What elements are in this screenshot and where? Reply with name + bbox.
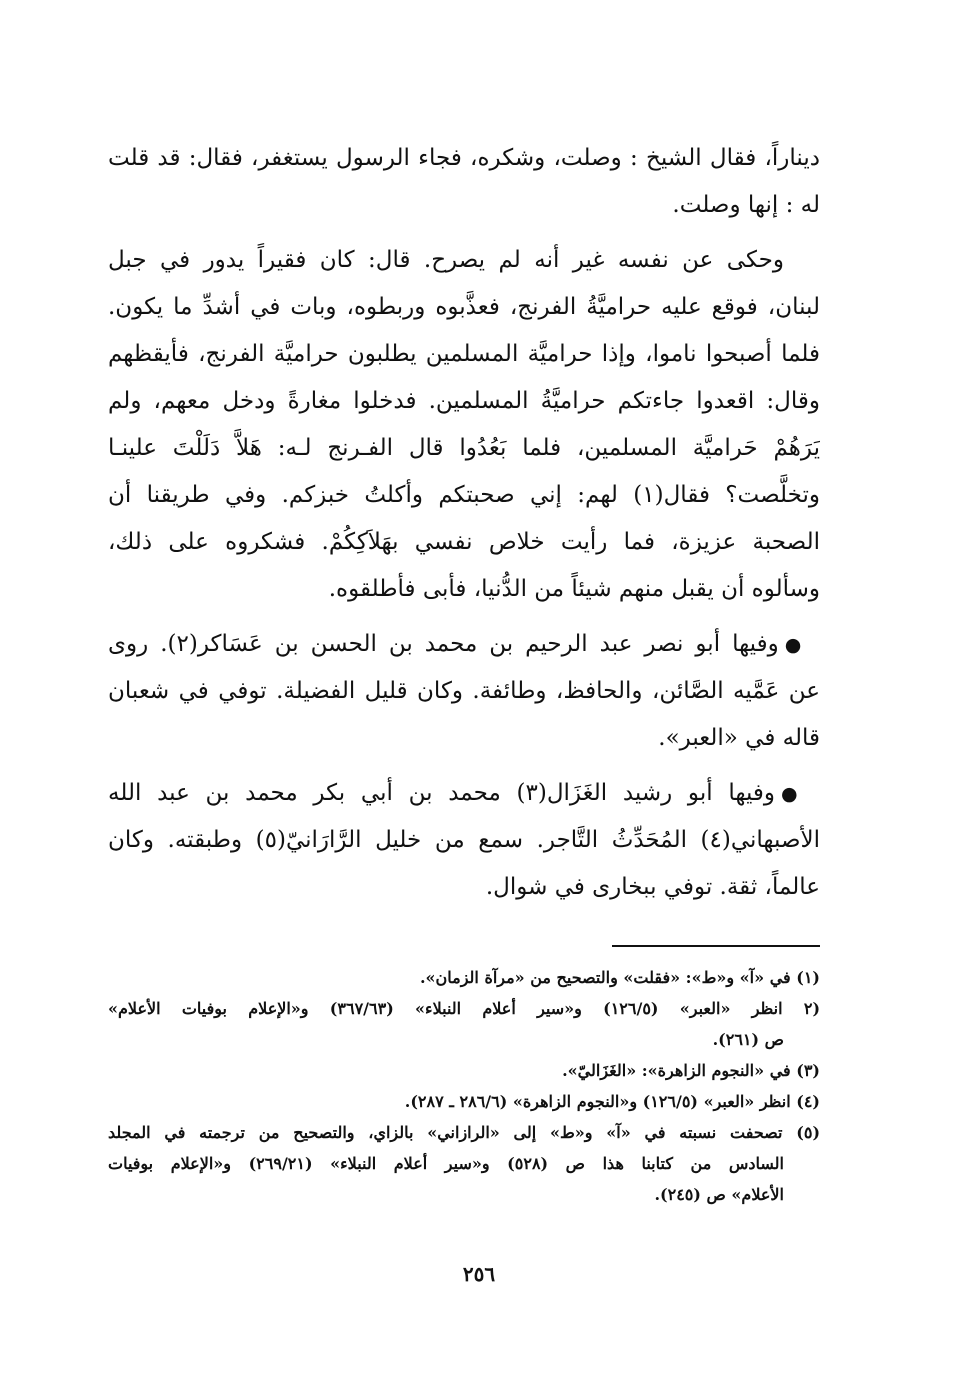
footnote-3: (٣) في «النجوم الزاهرة»: «الغَزَاليّ». bbox=[562, 1061, 820, 1080]
text-line: وقال: اقعدوا جاءتكم حراميَّةُ المسلمين. فدخلوا مغارةً ودخل معهم، ولم bbox=[108, 388, 820, 414]
footnote-2-continued: ص (٢٦١). bbox=[712, 1030, 784, 1049]
paragraph bbox=[108, 770, 820, 911]
text-line: قاله في «العبر». bbox=[658, 725, 820, 751]
footnote-4: (٤) انظر «العبر» (١٢٦/٥) و«النجوم الزاهرة» (٢٨٦/٦ ـ ٢٨٧). bbox=[404, 1092, 820, 1111]
page-number: ٢٥٦ bbox=[462, 1262, 496, 1286]
text-line bbox=[108, 770, 820, 817]
footnote-5-continued: السادس من كتابنا هذا ص (٥٢٨) و«سير أعلام النبلاء» (٢٦٩/٢١) و«الإعلام بوفيات bbox=[108, 1154, 785, 1173]
paragraph bbox=[108, 135, 820, 229]
footnote-2: (٢ انظر «العبر» (١٢٦/٥) و«سير أعلام النبلاء» (٣٦٧/٦٣) و«الإعلام بوفيات الأعلام» bbox=[108, 999, 820, 1018]
footnote-1: (١) في «آ» و«ط»: «فقلت» والتصحيح من «مرآة الزمان». bbox=[419, 968, 820, 987]
text-line: لبنان، فوقع عليه حراميَّةُ الفرنج، فعذَّبوه وربطوه، وبات في أشدِّ ما يكون. bbox=[108, 294, 820, 320]
text-line: الأصبهاني(٤) المُحَدِّثُ التَّاجر. سمع من خليل الرَّارَانيّ(٥) وطبقته. وكان bbox=[108, 827, 820, 853]
main-text bbox=[108, 135, 820, 919]
footnotes bbox=[108, 962, 820, 1210]
bullet-icon: ● bbox=[784, 634, 806, 656]
text-line: فلما أصبحوا ناموا، وإذا حراميَّة المسلمين يطلبون حراميَّة الفرنج، فأيقظهم bbox=[108, 341, 820, 367]
text-line: عالماً، ثقة. توفي ببخارى في شوال. bbox=[485, 874, 820, 900]
text-line: ديناراً، فقال الشيخ : وصلت، وشكره، فجاء الرسول يستغفر، فقال: قد قلت bbox=[108, 145, 820, 171]
text-line: وتخلَّصت؟ فقال(١) لهم: إني صحبتكم وأكلتُ خبزكم. وفي طريقنا أن bbox=[108, 482, 820, 508]
text-line: له : إنها وصلت. bbox=[672, 192, 820, 218]
text-span: وفيها أبو نصر عبد الرحيم بن محمد بن الحسن بن عَسَاكر(٢). روى bbox=[108, 631, 779, 657]
footnote-5: (٥) تصحفت نسبته في «آ» و«ط» إلى «الرازاني» بالزاي، والتصحيح من ترجمته في المجلد bbox=[108, 1123, 820, 1142]
text-line: الصحبة عزيزة، فما رأيت خلاص نفسي بهَلاَكِكُمْ. فشكروه على ذلك، bbox=[108, 529, 820, 555]
text-span: وفيها أبو رشيد الغَزَال(٣) محمد بن أبي بكر محمد بن عبد الله bbox=[108, 780, 775, 806]
text-line: يَرَهُمْ حَراميَّة المسلمين، فلما بَعُدُوا قال الفـرنج لـه: هَلاَّ دَلَلْتَ علينـا bbox=[108, 435, 820, 461]
text-line bbox=[108, 621, 820, 668]
bullet-icon: ● bbox=[780, 783, 806, 805]
text-line: وحكى عن نفسه غير أنه لم يصرح. قال: كان فقيراً يدور في جبل bbox=[108, 247, 784, 273]
text-line: وسألوه أن يقبل منهم شيئاً من الدُّنيا، فأبى فأطلقوه. bbox=[328, 576, 820, 602]
paragraph bbox=[108, 237, 820, 613]
footnote-5-continued: الأعلام» ص (٢٤٥). bbox=[654, 1185, 784, 1204]
text-line: عن عَمَّيه الصَّائن، والحافظ، وطائفة. وكان قليل الفضيلة. توفي في شعبان bbox=[108, 678, 820, 704]
footnote-separator bbox=[612, 945, 820, 947]
paragraph bbox=[108, 621, 820, 762]
